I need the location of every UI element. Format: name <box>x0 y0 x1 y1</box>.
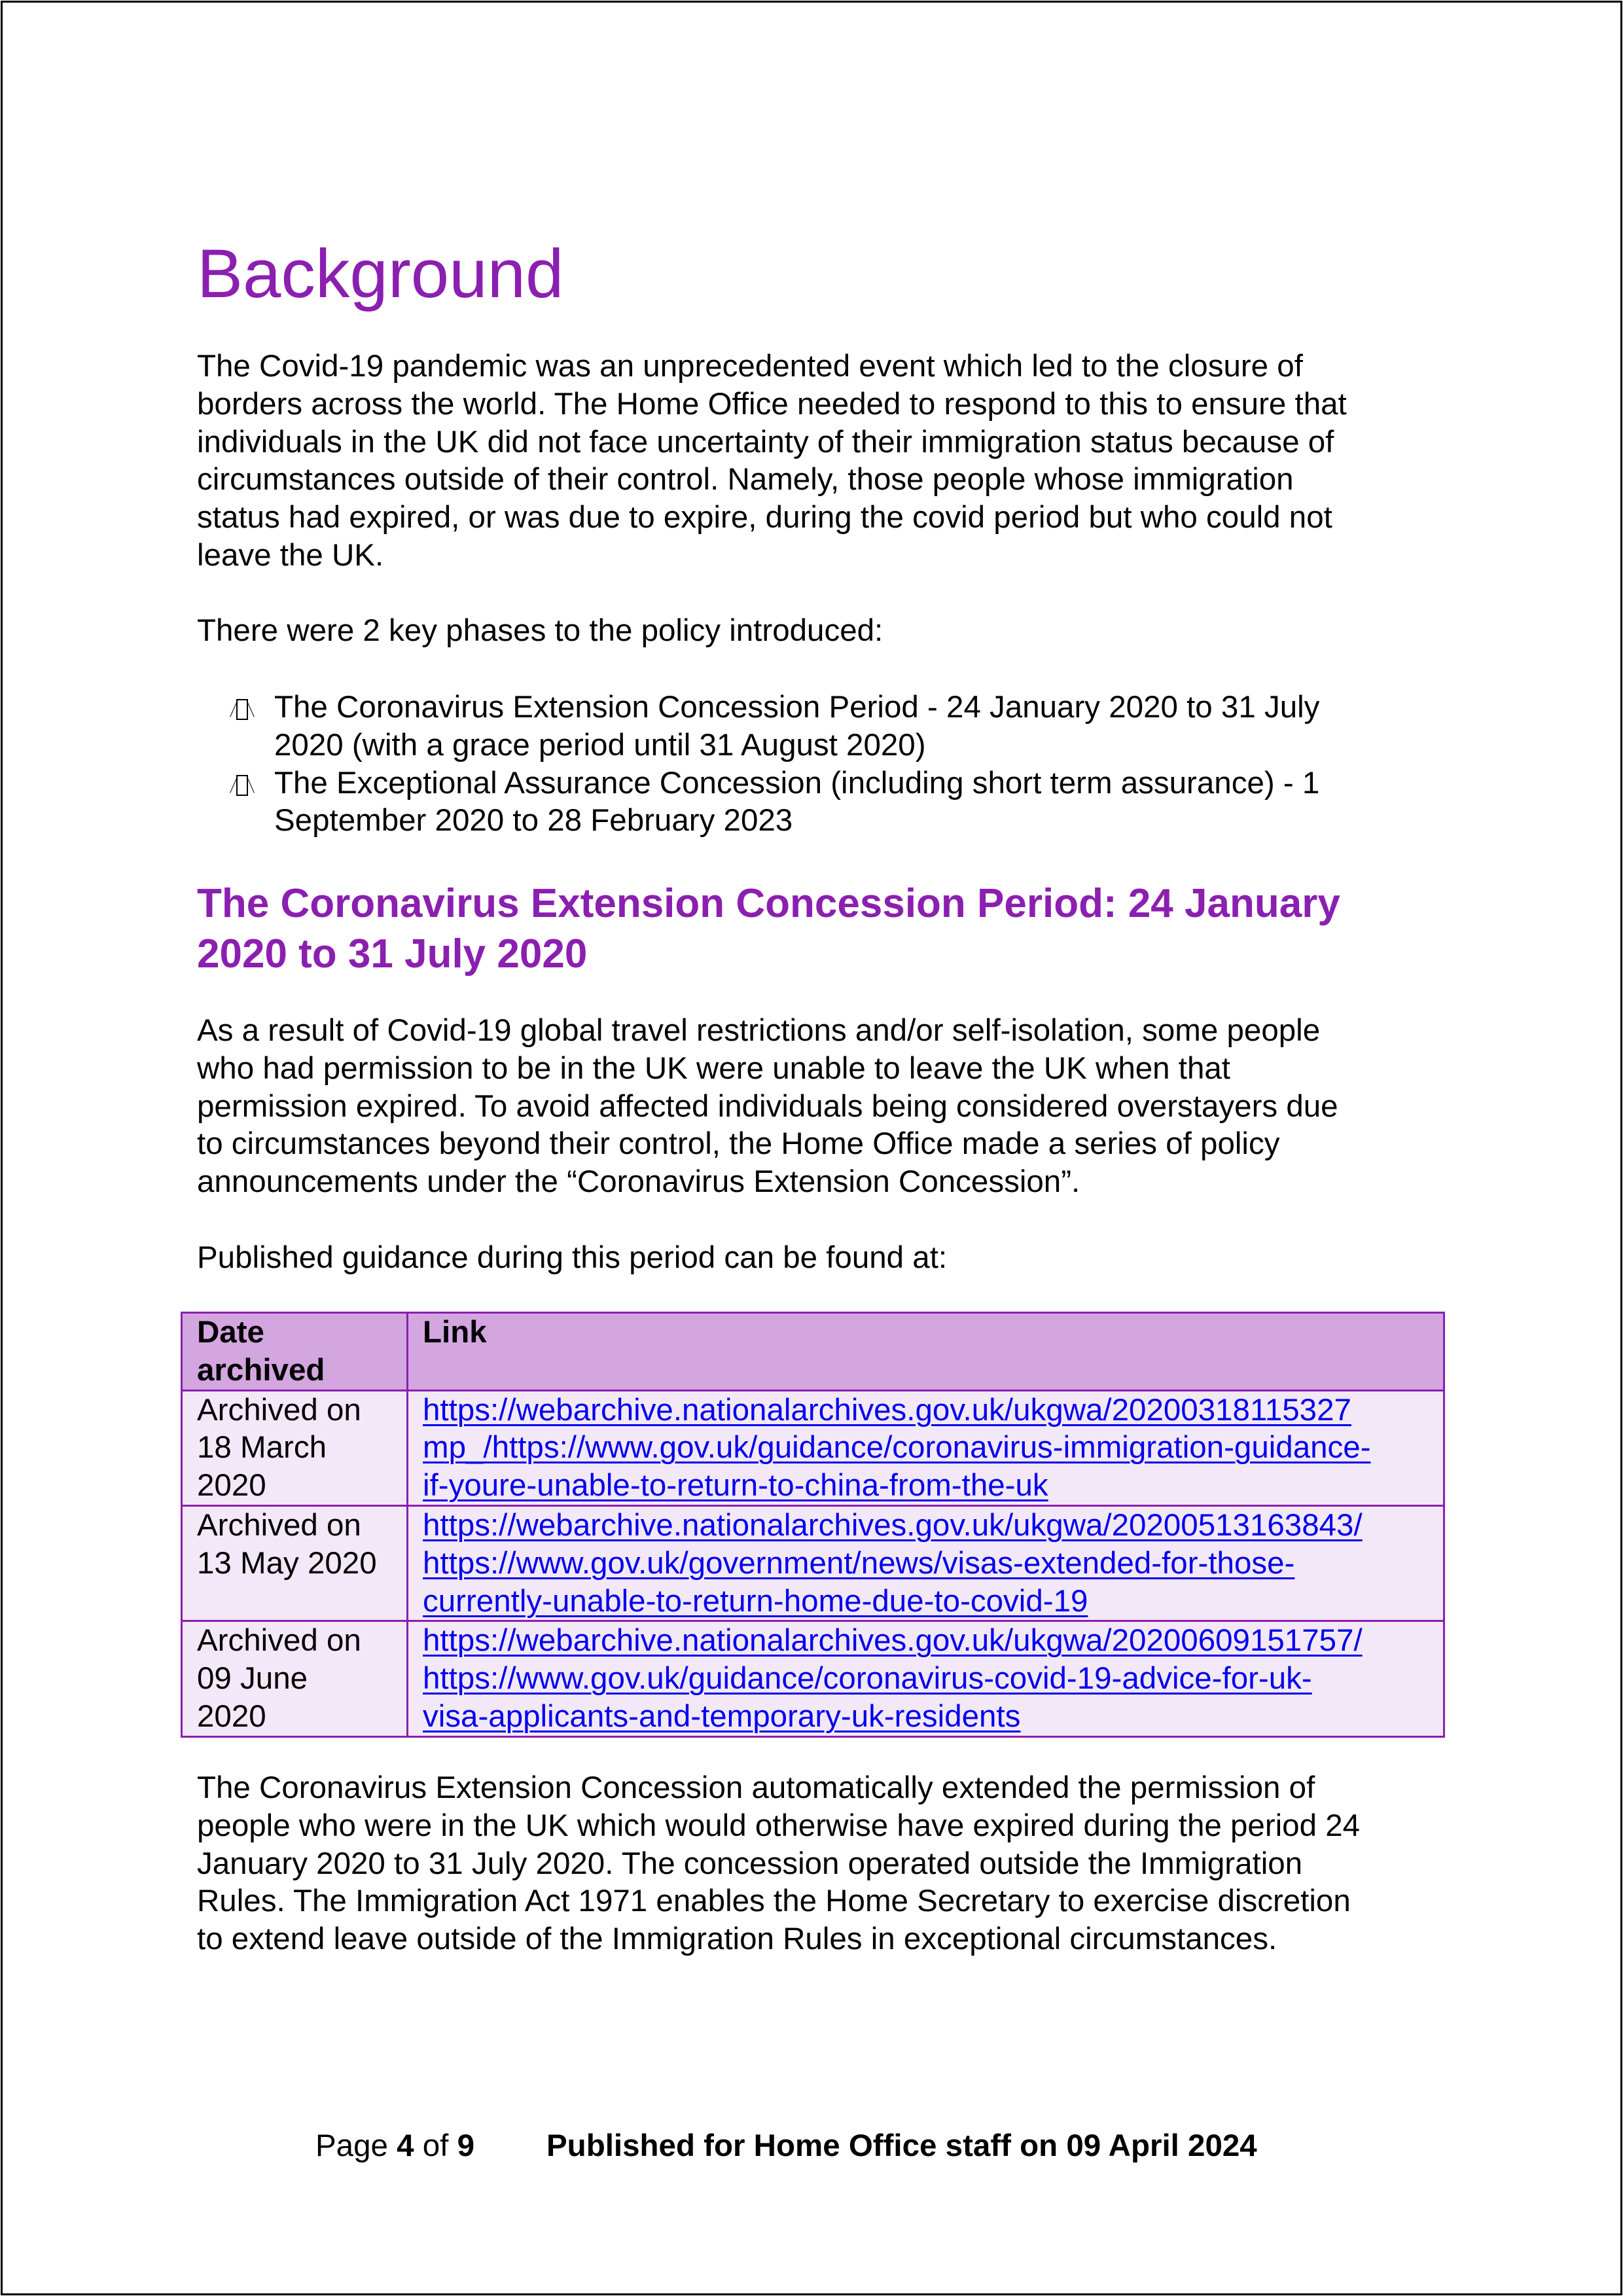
text-line: leave the UK. <box>197 537 384 573</box>
link-line[interactable]: https://www.gov.uk/guidance/coronavirus-covid-19-advice-for-uk- <box>423 1661 1312 1696</box>
bullet-icon <box>236 699 248 720</box>
table-row <box>182 1621 1444 1736</box>
link-line[interactable]: https://webarchive.nationalarchives.gov.uk/ukgwa/20200609151757/ <box>423 1623 1363 1659</box>
date-line: 09 June <box>197 1661 308 1696</box>
text-line: September 2020 to 28 February 2023 <box>274 803 793 838</box>
link-line[interactable]: mp_/https://www.gov.uk/guidance/coronavirus-immigration-guidance- <box>423 1430 1371 1465</box>
archive-link[interactable] <box>423 1507 1438 1620</box>
date-line: Archived on <box>197 1507 361 1543</box>
text-line: to circumstances beyond their control, the Home Office made a series of policy <box>197 1126 1280 1162</box>
date-line: 18 March <box>197 1430 327 1465</box>
date-cell <box>182 1621 408 1736</box>
guidance-intro: Published guidance during this period can be found at: <box>197 1240 948 1275</box>
link-cell <box>408 1390 1444 1505</box>
text-line: The Coronavirus Extension Concession automatically extended the permission of <box>197 1770 1315 1805</box>
link-line[interactable]: if-youre-unable-to-return-to-china-from-the-uk <box>423 1468 1048 1503</box>
text-line: to extend leave outside of the Immigration Rules in exceptional circumstances. <box>197 1922 1277 1957</box>
column-header-link <box>408 1313 1444 1391</box>
text-line: borders across the world. The Home Office needed to respond to this to ensure that <box>197 386 1347 422</box>
closing-paragraph <box>197 1769 1444 1958</box>
published-note: Published for Home Office staff on 09 April 2024 <box>546 2128 1257 2163</box>
text-line: January 2020 to 31 July 2020. The concession operated outside the Immigration <box>197 1846 1303 1881</box>
date-line: 13 May 2020 <box>197 1545 377 1581</box>
date-line: 2020 <box>197 1468 266 1503</box>
phase-item <box>197 689 1444 764</box>
phases-intro: There were 2 key phases to the policy introduced: <box>197 613 883 648</box>
text-line: people who were in the UK which would otherwise have expired during the period 24 <box>197 1808 1361 1843</box>
text-line: As a result of Covid-19 global travel restrictions and/or self-isolation, some people <box>197 1013 1321 1048</box>
heading-line: 2020 to 31 July 2020 <box>197 931 588 977</box>
header-line: Date <box>197 1315 264 1350</box>
page-current: 4 <box>397 2128 414 2163</box>
text-line: The Coronavirus Extension Concession Period - 24 January 2020 to 31 July <box>274 690 1320 725</box>
link-cell <box>408 1621 1444 1736</box>
text-line: status had expired, or was due to expire, during the covid period but who could not <box>197 500 1332 535</box>
header-line: archived <box>197 1352 325 1388</box>
link-line[interactable]: visa-applicants-and-temporary-uk-residents <box>423 1698 1021 1734</box>
date-line: 2020 <box>197 1698 266 1734</box>
header-line: Link <box>423 1315 487 1350</box>
text-line: individuals in the UK did not face uncertainty of their immigration status because of <box>197 424 1334 459</box>
section-paragraph <box>197 1012 1444 1201</box>
bullet-icon <box>236 775 248 796</box>
phase-item <box>197 764 1444 840</box>
section-heading <box>197 878 1340 979</box>
link-cell <box>408 1505 1444 1621</box>
page-footer <box>315 2127 1257 2165</box>
date-line: Archived on <box>197 1392 361 1427</box>
text-line: Rules. The Immigration Act 1971 enables the Home Secretary to exercise discretion <box>197 1884 1351 1919</box>
text-line: who had permission to be in the UK were unable to leave the UK when that <box>197 1050 1231 1086</box>
text-line: permission expired. To avoid affected individuals being considered overstayers due <box>197 1088 1338 1124</box>
date-cell <box>182 1390 408 1505</box>
date-line: Archived on <box>197 1623 361 1659</box>
text-line: The Covid-19 pandemic was an unprecedented event which led to the closure of <box>197 349 1303 384</box>
page-total: 9 <box>457 2128 474 2163</box>
heading-line: The Coronavirus Extension Concession Period: 24 January <box>197 881 1340 926</box>
text-line: The Exceptional Assurance Concession (including short term assurance) - 1 <box>274 765 1320 800</box>
page-number <box>315 2128 474 2163</box>
date-cell <box>182 1505 408 1621</box>
intro-paragraph <box>197 348 1444 575</box>
archive-links-table <box>181 1312 1445 1738</box>
archive-link[interactable] <box>423 1622 1438 1735</box>
table-row <box>182 1505 1444 1621</box>
link-line[interactable]: https://www.gov.uk/government/news/visas-extended-for-those- <box>423 1545 1295 1581</box>
phases-list <box>197 689 1444 840</box>
text-line: announcements under the “Coronavirus Extension Concession”. <box>197 1164 1080 1200</box>
link-line[interactable]: currently-unable-to-return-home-due-to-covid-19 <box>423 1583 1088 1619</box>
column-header-date <box>182 1313 408 1391</box>
link-line[interactable]: https://webarchive.nationalarchives.gov.uk/ukgwa/20200318115327 <box>423 1392 1351 1427</box>
archive-link[interactable] <box>423 1391 1438 1505</box>
table-row <box>182 1390 1444 1505</box>
text-line: 2020 (with a grace period until 31 August 2020) <box>274 727 926 762</box>
page-of: of <box>414 2128 457 2163</box>
page-prefix: Page <box>315 2128 397 2163</box>
table-header-row <box>182 1313 1444 1391</box>
text-line: circumstances outside of their control. Namely, those people whose immigration <box>197 462 1294 497</box>
background-heading: Background <box>197 236 564 312</box>
link-line[interactable]: https://webarchive.nationalarchives.gov.uk/ukgwa/20200513163843/ <box>423 1507 1363 1543</box>
